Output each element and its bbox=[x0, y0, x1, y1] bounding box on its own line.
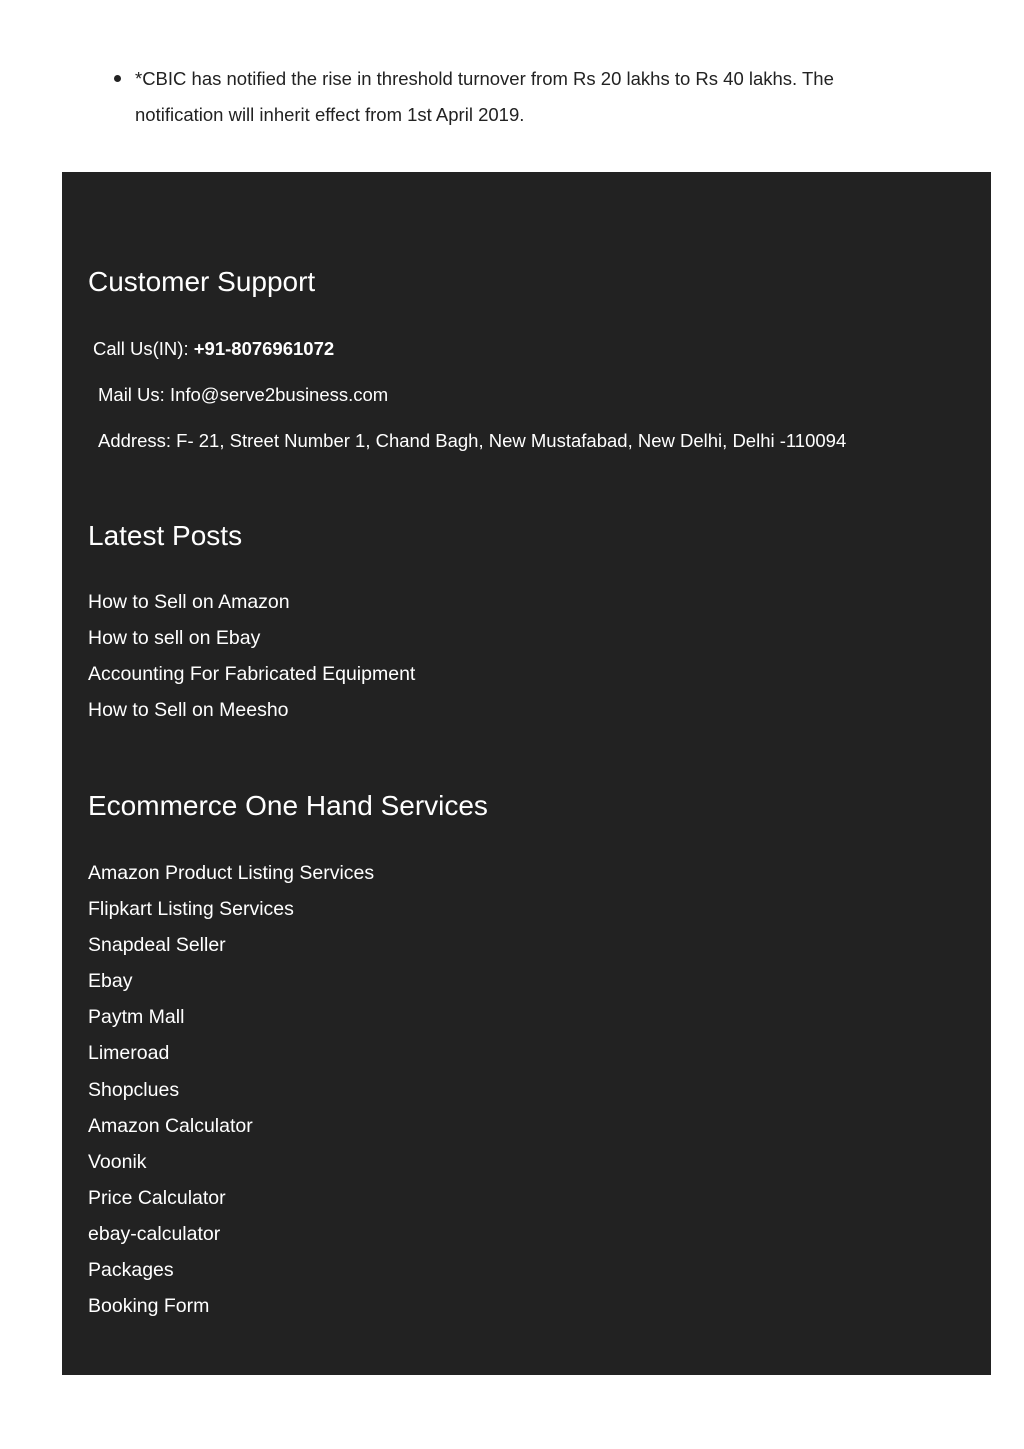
service-link-amazon-product-listing[interactable]: Amazon Product Listing Services bbox=[88, 862, 375, 884]
list-item bbox=[88, 584, 415, 620]
notice-section bbox=[0, 0, 1024, 172]
bullet-icon bbox=[114, 75, 121, 82]
ecommerce-services-list bbox=[88, 855, 374, 1324]
list-item bbox=[88, 999, 374, 1035]
post-link-sell-on-ebay[interactable]: How to sell on Ebay bbox=[88, 627, 261, 650]
address-line: Address: F- 21, Street Number 1, Chand Bagh, New Mustafabad, New Delhi, Delhi -110094 bbox=[98, 430, 847, 451]
list-item bbox=[88, 656, 415, 692]
service-link-voonik[interactable]: Voonik bbox=[88, 1150, 147, 1173]
list-item bbox=[88, 620, 415, 656]
service-link-limeroad[interactable]: Limeroad bbox=[88, 1042, 170, 1065]
list-item bbox=[88, 927, 374, 963]
service-link-amazon-calculator[interactable]: Amazon Calculator bbox=[88, 1114, 253, 1137]
post-link-sell-on-meesho[interactable]: How to Sell on Meesho bbox=[88, 699, 289, 722]
service-link-shopclues[interactable]: Shopclues bbox=[88, 1078, 180, 1101]
phone-number[interactable]: +91-8076961072 bbox=[193, 338, 335, 359]
customer-support-title: Customer Support bbox=[88, 266, 316, 297]
service-link-ebay-calculator[interactable]: ebay-calculator bbox=[88, 1222, 221, 1245]
mail-us-line[interactable]: Mail Us: Info@serve2business.com bbox=[98, 384, 389, 405]
latest-posts-title: Latest Posts bbox=[88, 520, 243, 551]
service-link-paytm-mall[interactable]: Paytm Mall bbox=[88, 1006, 185, 1029]
call-us-line bbox=[93, 336, 334, 362]
list-item bbox=[88, 1108, 374, 1144]
list-item bbox=[88, 963, 374, 999]
list-item bbox=[88, 692, 415, 728]
list-item bbox=[88, 1072, 374, 1108]
list-item bbox=[88, 891, 374, 927]
site-footer bbox=[62, 172, 991, 1375]
notice-item bbox=[135, 61, 915, 133]
list-item bbox=[88, 855, 374, 891]
post-link-sell-on-amazon[interactable]: How to Sell on Amazon bbox=[88, 591, 290, 613]
service-link-ebay[interactable]: Ebay bbox=[88, 970, 133, 993]
list-item bbox=[88, 1252, 374, 1288]
service-link-booking-form[interactable]: Booking Form bbox=[88, 1295, 210, 1318]
service-link-packages[interactable]: Packages bbox=[88, 1259, 174, 1282]
list-item bbox=[88, 1144, 374, 1180]
latest-posts-list bbox=[88, 584, 415, 728]
list-item bbox=[88, 1216, 374, 1252]
service-link-price-calculator[interactable]: Price Calculator bbox=[88, 1186, 226, 1209]
list-item bbox=[88, 1180, 374, 1216]
list-item bbox=[88, 1035, 374, 1071]
ecommerce-services-title: Ecommerce One Hand Services bbox=[88, 790, 488, 821]
service-link-snapdeal-seller[interactable]: Snapdeal Seller bbox=[88, 934, 226, 957]
call-us-label: Call Us(IN): bbox=[93, 338, 194, 359]
post-link-accounting-fabricated-equipment[interactable]: Accounting For Fabricated Equipment bbox=[88, 663, 416, 686]
service-link-flipkart-listing[interactable]: Flipkart Listing Services bbox=[88, 898, 294, 921]
list-item bbox=[88, 1288, 374, 1324]
notice-text: *CBIC has notified the rise in threshold turnover from Rs 20 lakhs to Rs 40 lakhs. The notification will inherit effect from 1st April 2019. bbox=[135, 68, 834, 125]
